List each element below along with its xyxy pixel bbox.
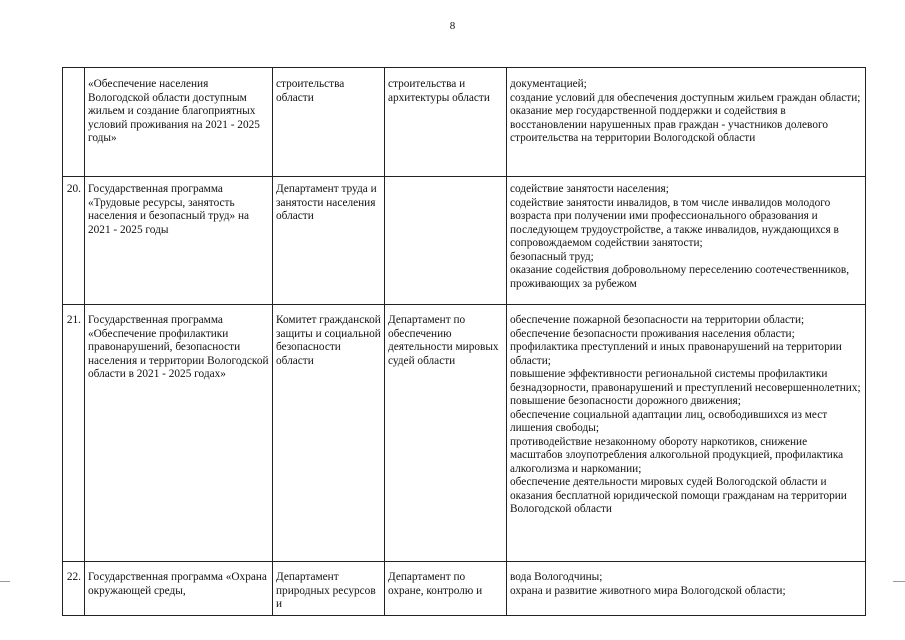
scan-margin-mark [893, 581, 905, 582]
executor-name: Департамент труда и занятости населения области [276, 183, 377, 222]
table-row [63, 68, 866, 177]
programs-table [62, 67, 866, 616]
responsibility-item: противодействие незаконному обороту наркотиков, снижение масштабов злоупотребления алкогольной продукцией, профилактика алкоголизма и наркомании; [510, 435, 844, 475]
responsibility-item: оказание мер государственной поддержки и содействия в восстановлении нарушенных прав граждан - участников долевого строительства на территории Вологодской области [510, 105, 828, 144]
responsibility-item: оказание содействия добровольному переселению соотечественников, проживающих за рубежом [510, 264, 850, 290]
responsibility-item: безопасный труд; [510, 250, 594, 263]
row-number-cell [63, 68, 85, 177]
row-number-cell: 20. [63, 177, 85, 305]
program-name: Государственная программа «Охрана окружающей среды, [88, 571, 267, 597]
coexecutor-name: Департамент по охране, контролю и [388, 571, 483, 597]
coexecutor-cell [385, 68, 507, 177]
executor-cell [273, 562, 385, 616]
program-name: Государственная программа «Обеспечение профилактики правонарушений, безопасности населения и территории Вологодской области в 2021 - 2025 годах» [88, 314, 269, 380]
responsibility-item: повышение эффективности региональной системы профилактики безнадзорности, правонарушений и преступлений несовершеннолетних; [510, 368, 861, 394]
coexecutor-cell [385, 177, 507, 305]
executor-cell [273, 68, 385, 177]
program-name: «Обеспечение населения Вологодской области доступным жильем и создание благоприятных условий проживания на 2021 - 2025 годы» [88, 78, 260, 144]
program-name-cell [85, 562, 273, 616]
executor-name: Департамент природных ресурсов и [276, 571, 376, 610]
row-number-cell: 21. [63, 305, 85, 562]
responsibility-item: создание условий для обеспечения доступным жильем граждан области; [510, 91, 861, 104]
executor-name: Комитет гражданской защиты и социальной безопасности области [276, 314, 381, 367]
executor-name: строительства области [276, 78, 345, 104]
responsibility-item: содействие занятости населения; [510, 183, 669, 195]
responsibility-item: обеспечение пожарной безопасности на территории области; [510, 314, 805, 326]
row-number-cell: 22. [63, 562, 85, 616]
executor-cell [273, 177, 385, 305]
scan-margin-mark [0, 581, 10, 582]
responsibility-item: охрана и развитие животного мира Вологодской области; [510, 584, 786, 597]
program-name-cell [85, 68, 273, 177]
coexecutor-name: Департамент по обеспечению деятельности мировых судей области [388, 314, 499, 367]
table-row [63, 177, 866, 305]
responsibility-item: вода Вологодчины; [510, 571, 603, 583]
responsibility-item: документацией; [510, 78, 587, 90]
responsibility-item: обеспечение деятельности мировых судей Вологодской области и оказания бесплатной юридической помощи гражданам на территории Вологодской области [510, 476, 847, 515]
program-name-cell [85, 305, 273, 562]
responsibilities-cell [507, 68, 866, 177]
coexecutor-cell [385, 305, 507, 562]
program-name: Государственная программа «Трудовые ресурсы, занятость населения и безопасный труд» на 2021 - 2025 годы [88, 183, 250, 236]
responsibility-item: обеспечение безопасности проживания населения области; [510, 327, 795, 340]
responsibilities-cell [507, 177, 866, 305]
responsibilities-cell [507, 305, 866, 562]
responsibility-item: содействие занятости инвалидов, в том числе инвалидов молодого возраста при получении ими профессионального образования и последующем трудоустройстве, а также инвалидов, нуждающихся в сопровождаемом содействии занятости; [510, 196, 839, 249]
responsibility-item: обеспечение социальной адаптации лиц, освободившихся из мест лишения свободы; [510, 408, 828, 434]
executor-cell [273, 305, 385, 562]
program-name-cell [85, 177, 273, 305]
responsibilities-cell [507, 562, 866, 616]
responsibility-item: повышение безопасности дорожного движения; [510, 395, 741, 407]
table-row [63, 562, 866, 616]
coexecutor-name: строительства и архитектуры области [388, 78, 490, 104]
coexecutor-cell [385, 562, 507, 616]
page-number: 8 [449, 20, 456, 32]
responsibility-item: профилактика преступлений и иных правонарушений на территории области; [510, 341, 842, 367]
table-row [63, 305, 866, 562]
